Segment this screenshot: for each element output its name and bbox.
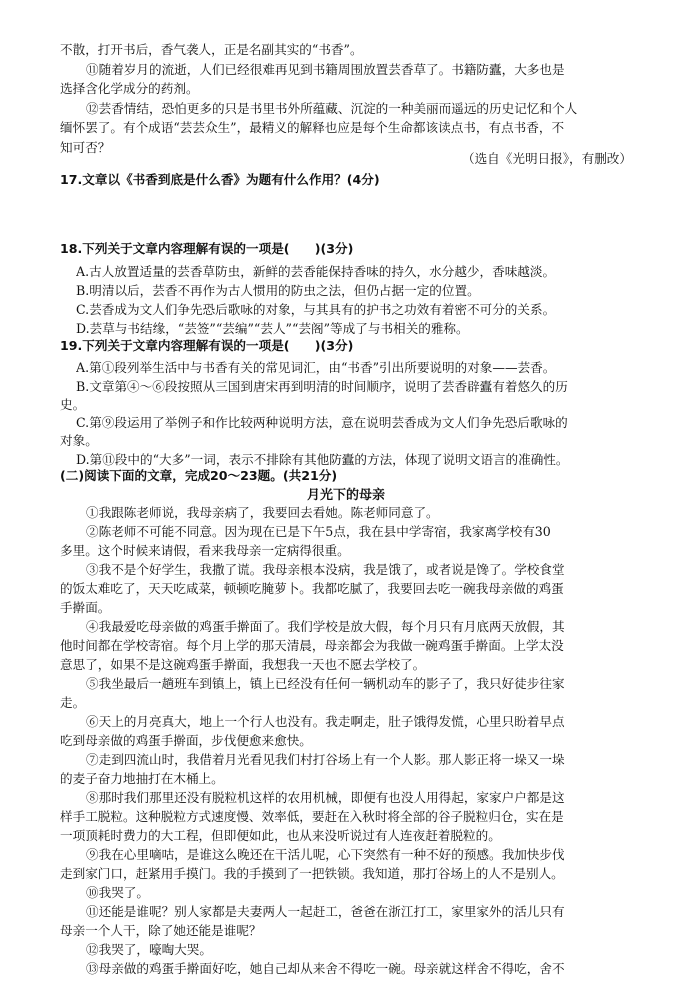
question-18-option-c: C.芸香成为文人们争先恐后歌咏的对象，与其具有的护书之功效有着密不可分的关系。 (76, 302, 556, 317)
question-19-option-b-line-2: 史。 (60, 397, 86, 412)
story-paragraph-9-line-2: 走到家门口，赶紧用手摸门。我的手摸到了一把铁锁。我知道，那打谷场上的人不是别人。 (60, 866, 564, 881)
story-paragraph-10: ⑩我哭了。 (86, 885, 149, 900)
story-paragraph-12: ⑫我哭了，嚎啕大哭。 (86, 942, 212, 957)
story-paragraph-11-line-1: ⑪还能是谁呢？别人家都是夫妻两人一起赶工，爸爸在浙江打工，家里家外的活儿只有 (86, 904, 565, 919)
question-18-option-d: D.芸草与书结缘，“芸签”“芸编”“芸人”“芸阁”等成了与书相关的雅称。 (76, 321, 469, 336)
paragraph-12-line-1: ⑫芸香情结，恐怕更多的只是书里书外所蕴藏、沉淀的一种美丽而遥远的历史记忆和个人 (86, 101, 578, 116)
story-paragraph-1: ①我跟陈老师说，我母亲病了，我要回去看她。陈老师同意了。 (86, 505, 439, 520)
question-18-stem: 18.下列关于文章内容理解有误的一项是( )(3分) (60, 241, 354, 256)
source-note: （选自《光明日报》，有删改） (461, 151, 632, 166)
story-paragraph-7-line-2: 的麦子奋力地抽打在木桶上。 (60, 771, 224, 786)
question-19-option-c-line-1: C.第⑨段运用了举例子和作比较两种说明方法，意在说明芸香成为文人们争先恐后歌咏的 (76, 415, 568, 430)
question-19-stem: 19.下列关于文章内容理解有误的一项是( )(3分) (60, 338, 354, 353)
paragraph-11-line-2: 选择含化学成分的药剂。 (60, 81, 199, 96)
story-paragraph-7-line-1: ⑦走到四流山时，我借着月光看见我们村打谷场上有一个人影。那人影正将一垛又一垛 (86, 752, 565, 767)
question-17: 17.文章以《书香到底是什么香》为题有什么作用？(4分) (60, 172, 380, 187)
question-18-option-b: B.明清以后，芸香不再作为古人惯用的防虫之法，但仍占据一定的位置。 (76, 283, 480, 298)
passage-line: 不散，打开书后，香气袭人，正是名副其实的“书香”。 (60, 42, 363, 57)
question-19-option-b-line-1: B.文章第④～⑥段按照从三国到唐宋再到明清的时间顺序，说明了芸香辟蠹有着悠久的历 (76, 379, 568, 394)
question-19-option-a: A.第①段列举生活中与书香有关的常见词汇，由“书香”引出所要说明的对象——芸香。 (76, 360, 556, 375)
story-paragraph-8-line-1: ⑧那时我们那里还没有脱粒机这样的农用机械，即便有也没人用得起，家家户户都是这 (86, 790, 565, 805)
story-paragraph-6-line-1: ⑥天上的月亮真大，地上一个行人也没有。我走啊走，肚子饿得发慌，心里只盼着早点 (86, 714, 565, 729)
story-paragraph-8-line-3: 一项顶耗时费力的大工程，但即便如此，也从来没听说过有人连夜赶着脱粒的。 (60, 828, 501, 843)
story-paragraph-6-line-2: 吃到母亲做的鸡蛋手擀面，步伐便愈来愈快。 (60, 733, 312, 748)
story-paragraph-8-line-2: 样手工脱粒。这种脱粒方式速度慢、效率低，要赶在入秋时将全部的谷子脱粒归仓，实在是 (60, 809, 564, 824)
story-paragraph-11-line-2: 母亲一个人干，除了她还能是谁呢？ (60, 923, 262, 938)
story-paragraph-5-line-2: 走。 (60, 695, 86, 710)
story-paragraph-3-line-1: ③我不是个好学生，我撒了谎。我母亲根本没病，我是饿了，或者说是馋了。学校食堂 (86, 562, 565, 577)
paragraph-12-line-2: 缅怀罢了。有个成语“芸芸众生”，最精义的解释也应是每个生命都该读点书，有点书香，不 (60, 120, 565, 135)
section-2-heading: (二)阅读下面的文章，完成20～23题。(共21分) (60, 468, 338, 483)
story-paragraph-2-line-1: ②陈老师不可能不同意。因为现在已是下午5点，我在县中学寄宿，我家离学校有30 (86, 524, 551, 539)
question-19-option-d: D.第⑪段中的“大多”一词，表示不排除有其他防蠹的方法，体现了说明文语言的准确性。 (76, 452, 569, 467)
story-paragraph-4-line-3: 意思了，如果不是这碗鸡蛋手擀面，我想我一天也不愿去学校了。 (60, 657, 426, 672)
story-title: 月光下的母亲 (306, 488, 385, 503)
story-paragraph-4-line-1: ④我最爱吃母亲做的鸡蛋手擀面了。我们学校是放大假，每个月只有月底两天放假，其 (86, 619, 565, 634)
question-19-option-c-line-2: 对象。 (60, 433, 98, 448)
question-18-option-a: A.古人放置适量的芸香草防虫，新鲜的芸香能保持香味的持久，水分越少，香味越淡。 (76, 264, 556, 279)
story-paragraph-13: ⑬母亲做的鸡蛋手擀面好吃，她自己却从来舍不得吃一碗。母亲就这样舍不得吃，舍不 (86, 961, 565, 976)
story-paragraph-5-line-1: ⑤我坐最后一趟班车到镇上，镇上已经没有任何一辆机动车的影子了，我只好徒步往家 (86, 676, 565, 691)
paragraph-11-line-1: ⑪随着岁月的流逝，人们已经很难再见到书籍周围放置芸香草了。书籍防蠹，大多也是 (86, 62, 565, 77)
story-paragraph-3-line-2: 的饭太难吃了，天天吃咸菜，顿顿吃腌萝卜。我都吃腻了，我要回去吃一碗我母亲做的鸡蛋 (60, 581, 564, 596)
story-paragraph-9-line-1: ⑨我在心里嘀咕，是谁这么晚还在干活儿呢，心下突然有一种不好的预感。我加快步伐 (86, 847, 565, 862)
story-paragraph-4-line-2: 他时间都在学校寄宿。每个月上学的那天清晨，母亲都会为我做一碗鸡蛋手擀面。上学太没 (60, 638, 564, 653)
paragraph-12-line-3: 知可否？ (60, 140, 111, 155)
story-paragraph-2-line-2: 多里。这个时候来请假，看来我母亲一定病得很重。 (60, 543, 350, 558)
story-paragraph-3-line-3: 手擀面。 (60, 600, 111, 615)
